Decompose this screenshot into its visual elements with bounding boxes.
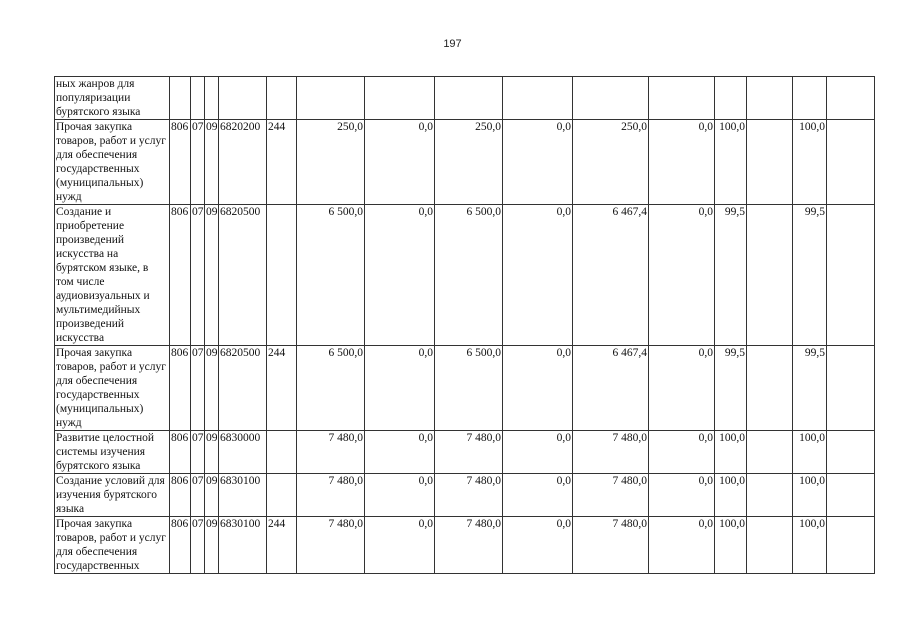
value-approved: 6 500,0	[297, 346, 365, 431]
row-name: Прочая закупка товаров, работ и услуг для обеспечения государственных (муниципальных) нужд	[55, 120, 170, 205]
code-expense-type: 244	[267, 517, 297, 574]
code-expense-type: 244	[267, 346, 297, 431]
row-name: Прочая закупка товаров, работ и услуг для обеспечения государственных	[55, 517, 170, 574]
value-executed: 6 467,4	[573, 346, 649, 431]
code-section: 07	[191, 346, 205, 431]
percent-execution: 100,0	[715, 517, 747, 574]
row-name: Создание и приобретение произведений искусства на бурятском языке, в том числе аудиовизуальных и мультимедийных произведений искусства	[55, 205, 170, 346]
code-section: 07	[191, 431, 205, 474]
code-expense-type: 244	[267, 120, 297, 205]
percent-execution: 100,0	[715, 474, 747, 517]
row-name: Прочая закупка товаров, работ и услуг для обеспечения государственных (муниципальных) нужд	[55, 346, 170, 431]
empty-cell	[827, 120, 875, 205]
empty-cell	[747, 120, 793, 205]
value-plan-fed: 0,0	[503, 431, 573, 474]
code-target: 6820200	[219, 120, 267, 205]
code-target	[219, 77, 267, 120]
code-target: 6830000	[219, 431, 267, 474]
value-plan-fed: 0,0	[503, 205, 573, 346]
code-ministry: 806	[170, 120, 191, 205]
budget-table	[54, 76, 875, 574]
value-approved-fed	[365, 77, 435, 120]
empty-cell	[747, 346, 793, 431]
percent-execution	[715, 77, 747, 120]
table-row	[55, 474, 875, 517]
code-subsection: 09	[205, 431, 219, 474]
table-row	[55, 120, 875, 205]
page-number: 197	[443, 38, 462, 50]
code-subsection	[205, 77, 219, 120]
empty-cell	[827, 431, 875, 474]
empty-cell	[827, 77, 875, 120]
table-row	[55, 517, 875, 574]
table-row	[55, 346, 875, 431]
value-plan: 7 480,0	[435, 517, 503, 574]
value-approved	[297, 77, 365, 120]
percent-execution-plan: 100,0	[793, 431, 827, 474]
value-plan-fed: 0,0	[503, 346, 573, 431]
empty-cell	[827, 474, 875, 517]
code-subsection: 09	[205, 474, 219, 517]
code-target: 6830100	[219, 474, 267, 517]
value-executed-fed: 0,0	[649, 346, 715, 431]
code-ministry: 806	[170, 474, 191, 517]
row-name: Создание условий для изучения бурятского языка	[55, 474, 170, 517]
value-approved: 7 480,0	[297, 474, 365, 517]
empty-cell	[747, 517, 793, 574]
value-plan	[435, 77, 503, 120]
value-approved: 250,0	[297, 120, 365, 205]
value-plan: 7 480,0	[435, 431, 503, 474]
value-plan-fed	[503, 77, 573, 120]
row-name: Развитие целостной системы изучения бурятского языка	[55, 431, 170, 474]
table-row	[55, 205, 875, 346]
value-executed-fed: 0,0	[649, 120, 715, 205]
code-subsection: 09	[205, 346, 219, 431]
code-section: 07	[191, 517, 205, 574]
value-executed-fed: 0,0	[649, 474, 715, 517]
empty-cell	[827, 346, 875, 431]
value-executed: 7 480,0	[573, 474, 649, 517]
code-target: 6820500	[219, 346, 267, 431]
value-approved: 7 480,0	[297, 517, 365, 574]
empty-cell	[747, 77, 793, 120]
value-approved-fed: 0,0	[365, 431, 435, 474]
percent-execution-plan: 100,0	[793, 120, 827, 205]
value-plan-fed: 0,0	[503, 120, 573, 205]
percent-execution: 99,5	[715, 346, 747, 431]
percent-execution: 99,5	[715, 205, 747, 346]
code-expense-type	[267, 431, 297, 474]
code-subsection: 09	[205, 120, 219, 205]
value-approved: 7 480,0	[297, 431, 365, 474]
code-section: 07	[191, 474, 205, 517]
percent-execution-plan: 100,0	[793, 474, 827, 517]
code-expense-type	[267, 77, 297, 120]
percent-execution-plan	[793, 77, 827, 120]
value-approved-fed: 0,0	[365, 517, 435, 574]
percent-execution: 100,0	[715, 431, 747, 474]
value-executed	[573, 77, 649, 120]
percent-execution-plan: 99,5	[793, 346, 827, 431]
code-target: 6830100	[219, 517, 267, 574]
code-ministry: 806	[170, 346, 191, 431]
code-section: 07	[191, 205, 205, 346]
row-name: ных жанров для популяризации бурятского языка	[55, 77, 170, 120]
value-approved-fed: 0,0	[365, 205, 435, 346]
value-plan: 250,0	[435, 120, 503, 205]
value-executed: 6 467,4	[573, 205, 649, 346]
code-section	[191, 77, 205, 120]
value-plan-fed: 0,0	[503, 474, 573, 517]
value-plan-fed: 0,0	[503, 517, 573, 574]
empty-cell	[827, 205, 875, 346]
value-executed-fed: 0,0	[649, 431, 715, 474]
value-executed: 7 480,0	[573, 431, 649, 474]
code-ministry	[170, 77, 191, 120]
value-executed: 7 480,0	[573, 517, 649, 574]
value-approved: 6 500,0	[297, 205, 365, 346]
code-ministry: 806	[170, 517, 191, 574]
percent-execution-plan: 100,0	[793, 517, 827, 574]
code-subsection: 09	[205, 205, 219, 346]
value-plan: 6 500,0	[435, 205, 503, 346]
value-approved-fed: 0,0	[365, 120, 435, 205]
value-plan: 6 500,0	[435, 346, 503, 431]
percent-execution: 100,0	[715, 120, 747, 205]
table-row	[55, 431, 875, 474]
value-executed-fed	[649, 77, 715, 120]
empty-cell	[747, 205, 793, 346]
value-executed-fed: 0,0	[649, 517, 715, 574]
code-section: 07	[191, 120, 205, 205]
empty-cell	[747, 474, 793, 517]
value-executed: 250,0	[573, 120, 649, 205]
percent-execution-plan: 99,5	[793, 205, 827, 346]
empty-cell	[747, 431, 793, 474]
code-expense-type	[267, 205, 297, 346]
value-executed-fed: 0,0	[649, 205, 715, 346]
code-subsection: 09	[205, 517, 219, 574]
value-plan: 7 480,0	[435, 474, 503, 517]
code-ministry: 806	[170, 205, 191, 346]
table-row	[55, 77, 875, 120]
code-expense-type	[267, 474, 297, 517]
value-approved-fed: 0,0	[365, 346, 435, 431]
code-target: 6820500	[219, 205, 267, 346]
value-approved-fed: 0,0	[365, 474, 435, 517]
empty-cell	[827, 517, 875, 574]
code-ministry: 806	[170, 431, 191, 474]
